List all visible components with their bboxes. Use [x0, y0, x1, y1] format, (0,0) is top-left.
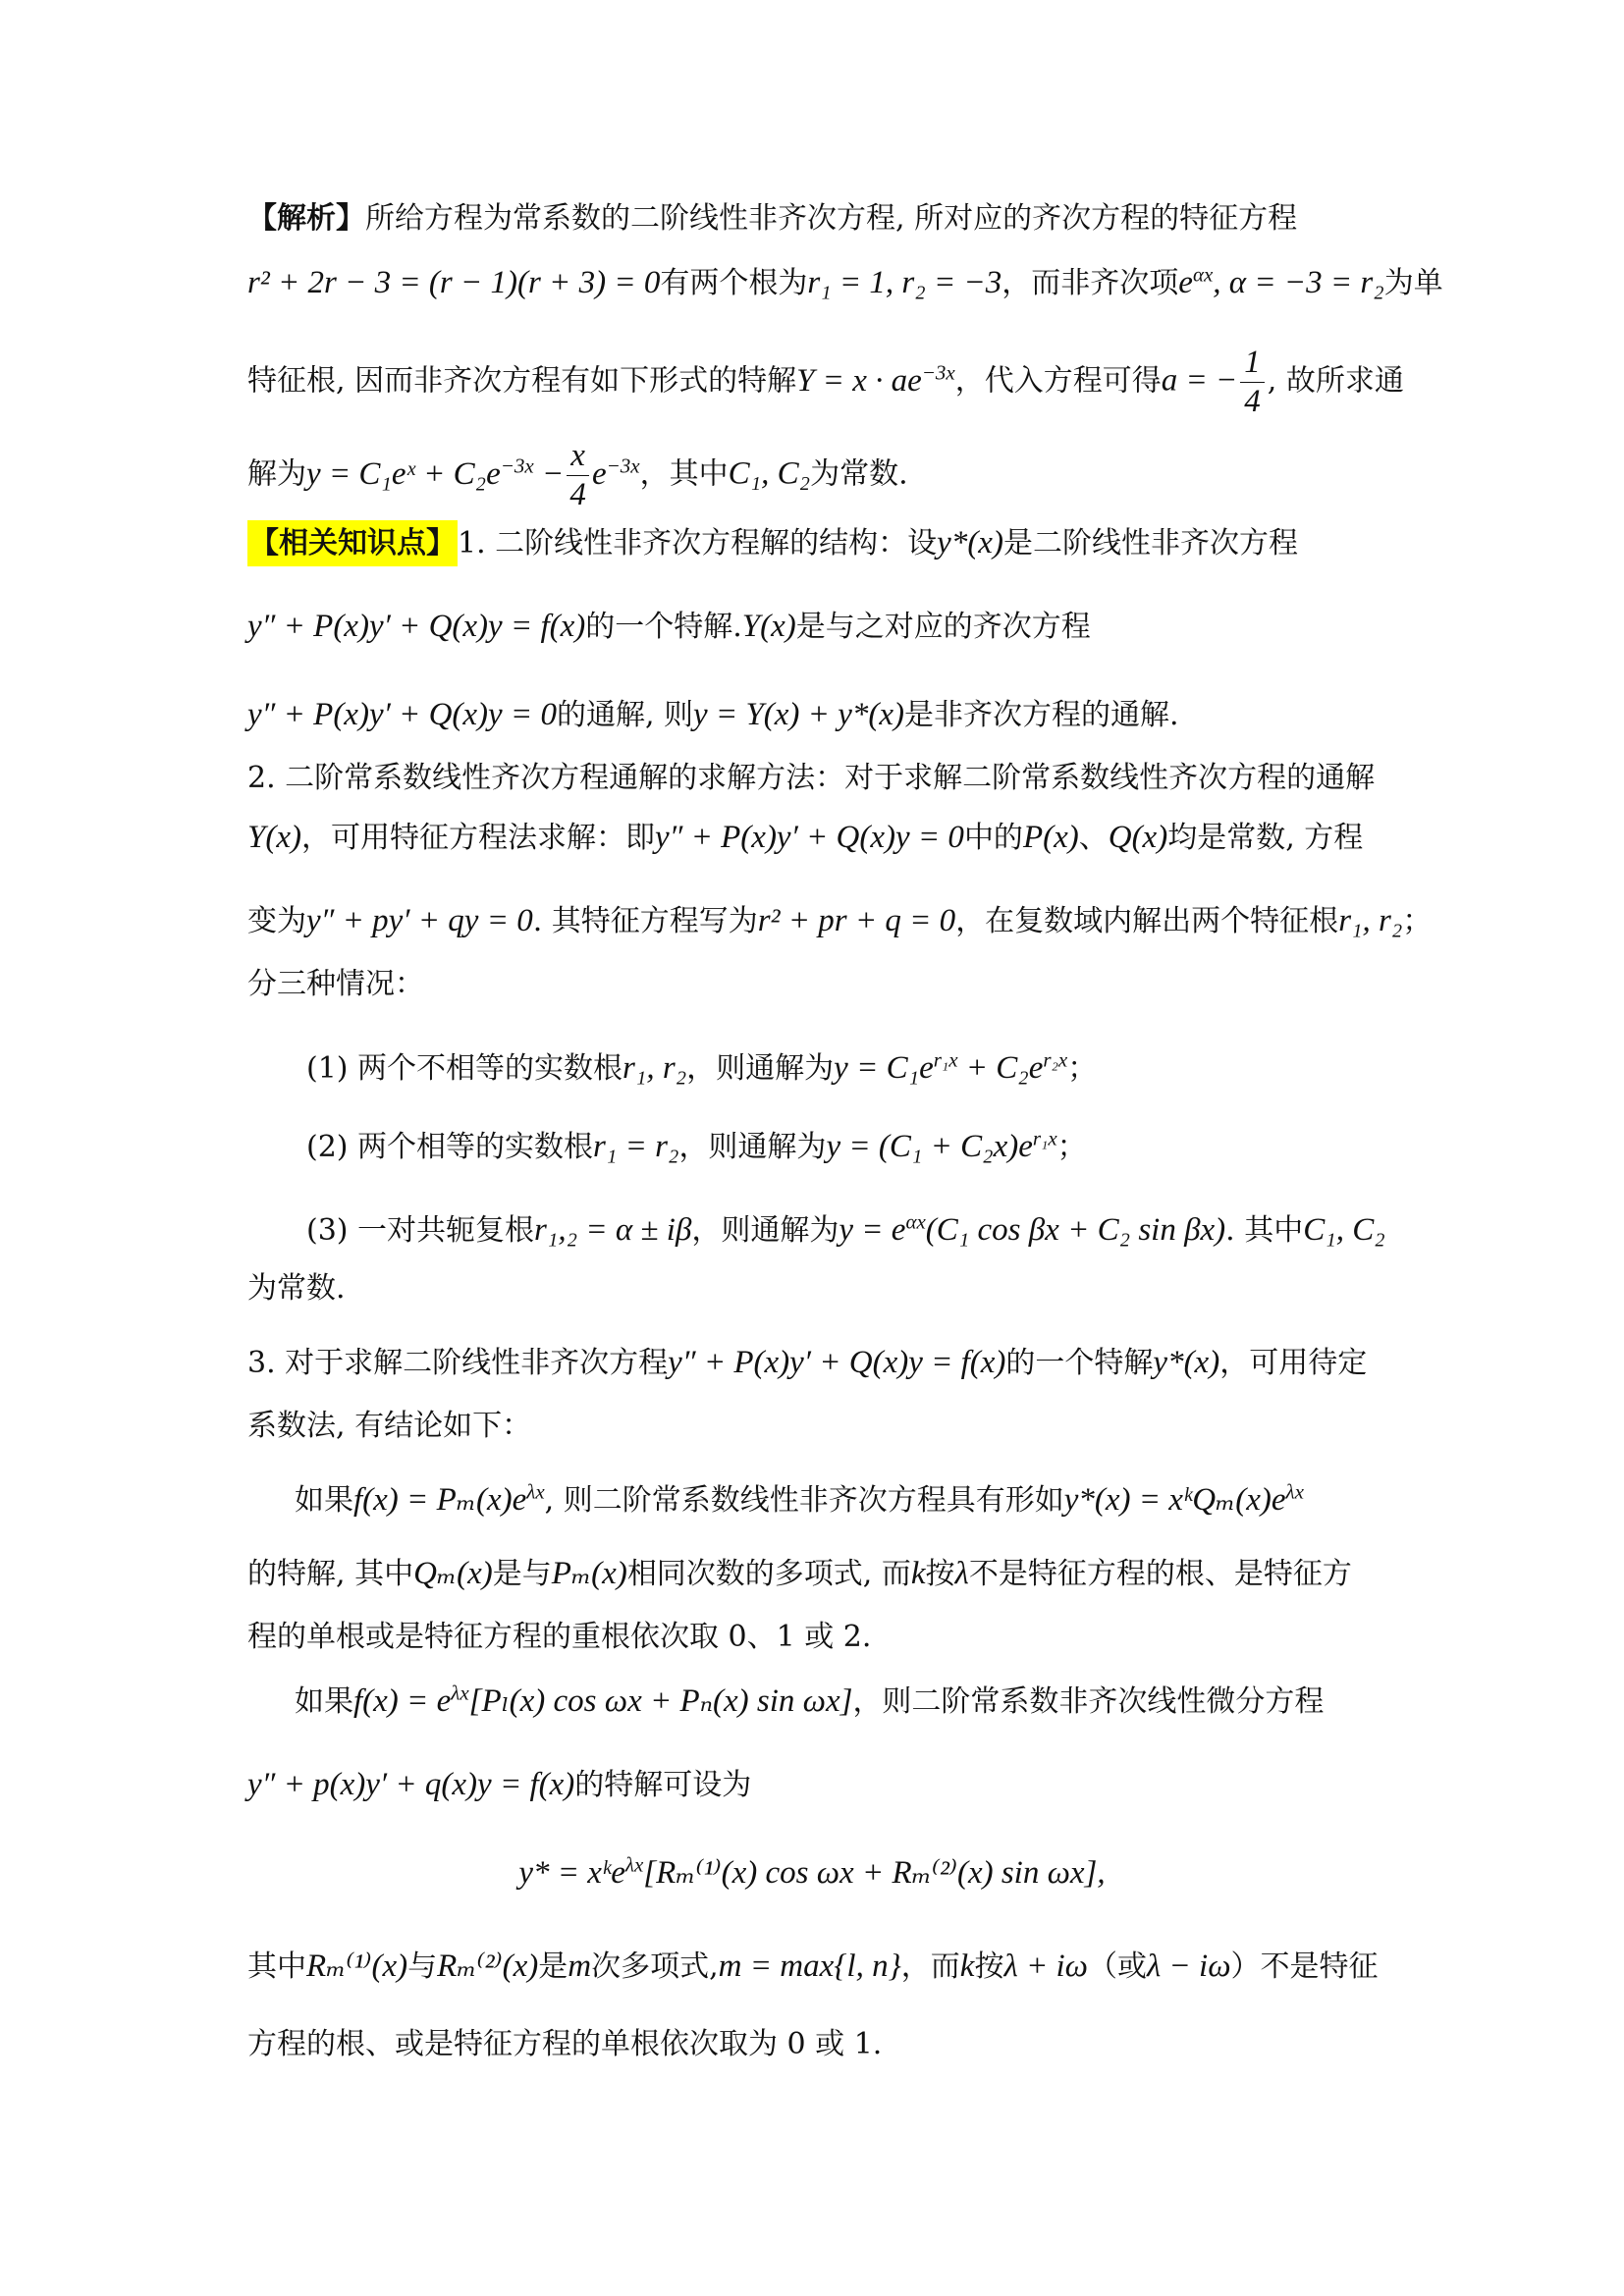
text: 的一个特解. [585, 610, 742, 644]
text: 均是常数, 方程 [1167, 821, 1364, 855]
text: ）不是特征 [1230, 1949, 1379, 1984]
text: 分三种情况： [247, 967, 424, 1001]
text: 3. 对于求解二阶线性非齐次方程 [247, 1346, 669, 1380]
analysis-line-2 [247, 262, 1443, 303]
text: , 则二阶常系数线性非齐次方程具有形如 [544, 1483, 1064, 1518]
text: ，则通解为 [691, 1213, 839, 1248]
math-constants: C₁, C₂ [1303, 1212, 1385, 1248]
text: ，可用特征方程法求解：即 [300, 821, 655, 855]
math-a: a = − [1161, 362, 1238, 399]
case-2 [306, 1127, 1445, 1167]
math-Y: Y(x) [741, 609, 796, 644]
text: , 故所求通 [1267, 363, 1404, 399]
math-ode: y″ + p(x)y′ + q(x)y = f(x) [247, 1767, 575, 1802]
math-f: $f(x) = P_m(x)e^{\lambda x}$ [353, 1479, 545, 1518]
text: 中的 [963, 821, 1023, 855]
knowledge-line-8 [247, 1343, 1386, 1383]
rule-1-line-3 [247, 1618, 1386, 1657]
math-Y: Y(x) [247, 820, 301, 855]
text: （或 [1087, 1949, 1147, 1984]
knowledge-line-1 [247, 523, 1386, 563]
fraction-denominator: 4 [569, 477, 586, 512]
text: 系数法, 有结论如下： [247, 1409, 532, 1443]
knowledge-line-6 [247, 901, 1433, 941]
math-homog-ode: y″ + P(x)y′ + Q(x)y = 0 [247, 697, 557, 732]
analysis-line-3 [247, 345, 1404, 419]
rule-2-line-4 [247, 2025, 1386, 2064]
math-solution: $y = C_1e^{r_1x} + C_2e^{r_2x}$ [834, 1047, 1068, 1086]
math-f: $f(x) = e^{\lambda x}[P_l(x)$ cos ωx + Pₙ(x) sin ωx] [353, 1681, 853, 1719]
case-1 [306, 1048, 1445, 1089]
knowledge-line-5 [247, 818, 1386, 858]
text: (1) 两个不相等的实数根 [306, 1051, 623, 1086]
text: 的通解, 则 [556, 698, 694, 732]
text: 如果 [295, 1684, 353, 1719]
text: 有两个根为 [660, 266, 808, 300]
math-ystar: y*(x) [937, 525, 1003, 561]
text: (2) 两个相等的实数根 [306, 1130, 594, 1164]
math-roots: r₁, r₂ [623, 1050, 687, 1086]
text: 为常数. [810, 456, 908, 492]
knowledge-line-3 [247, 695, 1386, 735]
text: 是 [538, 1949, 568, 1984]
text: 为单 [1383, 266, 1443, 300]
math-term: $e^{\alpha x}$, α = −3 = r₂ [1178, 262, 1384, 300]
text: 的一个特解 [1005, 1346, 1154, 1380]
text: 变为 [247, 904, 306, 938]
math-ystar: y*(x) [1153, 1345, 1220, 1380]
text: . 其中 [1225, 1213, 1304, 1248]
text: 是二阶线性非齐次方程 [1002, 526, 1298, 561]
text: . 其特征方程写为 [532, 904, 758, 938]
text: 、 [1078, 821, 1109, 855]
text: ； [1402, 904, 1433, 938]
text: 的特解, 其中 [247, 1557, 414, 1591]
text: 按 [974, 1949, 1004, 1984]
text: 特征根, 因而非齐次方程有如下形式的特解 [247, 363, 797, 399]
text: 按 [925, 1557, 955, 1591]
text: ，则通解为 [678, 1130, 827, 1164]
text: 的特解可设为 [574, 1768, 752, 1802]
math-lambda-plus: λ + iω [1003, 1949, 1088, 1984]
text: ，可用待定 [1219, 1346, 1368, 1380]
knowledge-line-4 [247, 759, 1386, 798]
math-char-eq: r² + 2r − 3 = (r − 1)(r + 3) = 0 [247, 265, 661, 300]
math-Q: Qₘ(x) [413, 1556, 493, 1591]
analysis-line-1 [247, 199, 1386, 239]
text: 与 [407, 1949, 438, 1984]
math-tail: $e^{-3x}$ [591, 453, 640, 492]
knowledge-label: 【相关知识点】 [247, 520, 458, 566]
text: 为常数. [247, 1271, 346, 1306]
math-general-solution: y = C₁eˣ + $C_2e^{-3x}$ − [306, 453, 565, 492]
rule-1-line-2 [247, 1554, 1386, 1594]
math-P: Pₘ(x) [551, 1556, 627, 1591]
text: 次多项式, [591, 1949, 719, 1984]
text: 是与之对应的齐次方程 [795, 610, 1091, 644]
math-k: k [959, 1949, 975, 1984]
math-mmax: m = max{l, n} [718, 1949, 901, 1984]
math-constants: C₁, C₂ [728, 455, 811, 492]
case-3-cont [247, 1269, 1386, 1308]
math-solution: $y = (C_1 + C_2x)e^{r_1x}$ [826, 1126, 1057, 1164]
text: 程的单根或是特征方程的重根依次取 0、1 或 2. [247, 1620, 872, 1654]
math-structure: y = Y(x) + y*(x) [693, 697, 904, 732]
rule-2-line-3 [247, 1947, 1386, 1987]
text: 是非齐次方程的通解. [903, 698, 1179, 732]
text: ，则二阶常系数非齐次线性微分方程 [852, 1684, 1325, 1719]
text: ； [1056, 1130, 1087, 1164]
math-R2: Rₘ⁽²⁾(x) [437, 1949, 539, 1984]
text: 所给方程为常系数的二阶线性非齐次方程, 所对应的齐次方程的特征方程 [365, 201, 1298, 236]
math-solution: $y = e^{\alpha x}(C_1$ cos βx + C₂ sin βx) [839, 1209, 1226, 1248]
math-const-ode: y″ + py′ + qy = 0 [306, 903, 533, 938]
math-homog-ode: y″ + P(x)y′ + Q(x)y = 0 [654, 820, 964, 855]
text: 其中 [247, 1949, 306, 1984]
knowledge-line-9 [247, 1407, 1386, 1446]
math-ode: y″ + P(x)y′ + Q(x)y = f(x) [668, 1345, 1006, 1380]
case-3 [306, 1210, 1445, 1251]
math-lambda-minus: λ − iω [1146, 1949, 1231, 1984]
math-lambda: λ [954, 1556, 969, 1591]
math-ode: y″ + P(x)y′ + Q(x)y = f(x) [247, 609, 586, 644]
text: ，而 [900, 1949, 960, 1984]
display-equation [0, 1853, 1624, 1894]
rule-1-line-1 [295, 1480, 1434, 1521]
fraction-numerator: x [567, 440, 589, 476]
text: ，而非齐次项 [1001, 266, 1179, 300]
math-char-eq: r² + pr + q = 0 [757, 903, 956, 938]
text: 1. 二阶线性非齐次方程解的结构：设 [458, 526, 938, 561]
analysis-line-4 [247, 440, 1386, 511]
text: 解为 [247, 456, 306, 492]
fraction-numerator: 1 [1240, 347, 1265, 383]
math-display: y* = xᵏe$^{\lambda x}$[Rₘ⁽¹⁾(x) cos ωx + Rₘ⁽²⁾(x) sin ωx], [518, 1852, 1106, 1891]
math-roots: r₁ = 1, r₂ = −3 [807, 265, 1002, 300]
fraction-denominator: 4 [1244, 384, 1261, 419]
knowledge-line-7 [247, 965, 1386, 1004]
math-roots: r₁ = r₂ [593, 1129, 679, 1164]
fraction-x-quarter [567, 440, 589, 511]
text: 如果 [295, 1483, 353, 1518]
math-particular-form: $y*(x) = xᵏQ_m(x)e^{\lambda x}$ [1063, 1479, 1304, 1518]
rule-2-line-1 [295, 1682, 1434, 1722]
text: 方程的根、或是特征方程的单根依次取为 0 或 1. [247, 2027, 883, 2061]
text: ； [1067, 1051, 1098, 1086]
text: ，则通解为 [686, 1051, 835, 1086]
math-R1: Rₘ⁽¹⁾(x) [306, 1949, 408, 1984]
math-Q: Q(x) [1108, 820, 1168, 855]
text: 相同次数的多项式, 而 [626, 1557, 911, 1591]
text: ，代入方程可得 [954, 363, 1162, 399]
analysis-label: 【解析】 [247, 201, 365, 236]
text: (3) 一对共轭复根 [306, 1213, 535, 1248]
text: ，其中 [639, 456, 729, 492]
math-roots: r₁,₂ = α ± iβ [534, 1212, 692, 1248]
text: 不是特征方程的根、是特征方 [968, 1557, 1352, 1591]
rule-2-line-2 [247, 1765, 1386, 1805]
math-m: m [568, 1949, 592, 1984]
math-particular: $Y = x \cdot ae^{-3x}$ [796, 359, 955, 399]
fraction-one-quarter [1240, 347, 1265, 418]
math-roots: r₁, r₂ [1338, 903, 1403, 938]
math-P: P(x) [1022, 820, 1079, 855]
text: ，在复数域内解出两个特征根 [955, 904, 1339, 938]
math-k: k [910, 1556, 926, 1591]
knowledge-line-2 [247, 607, 1386, 647]
text: 是与 [492, 1557, 552, 1591]
text: 2. 二阶常系数线性齐次方程通解的求解方法：对于求解二阶常系数线性齐次方程的通解 [247, 761, 1376, 795]
